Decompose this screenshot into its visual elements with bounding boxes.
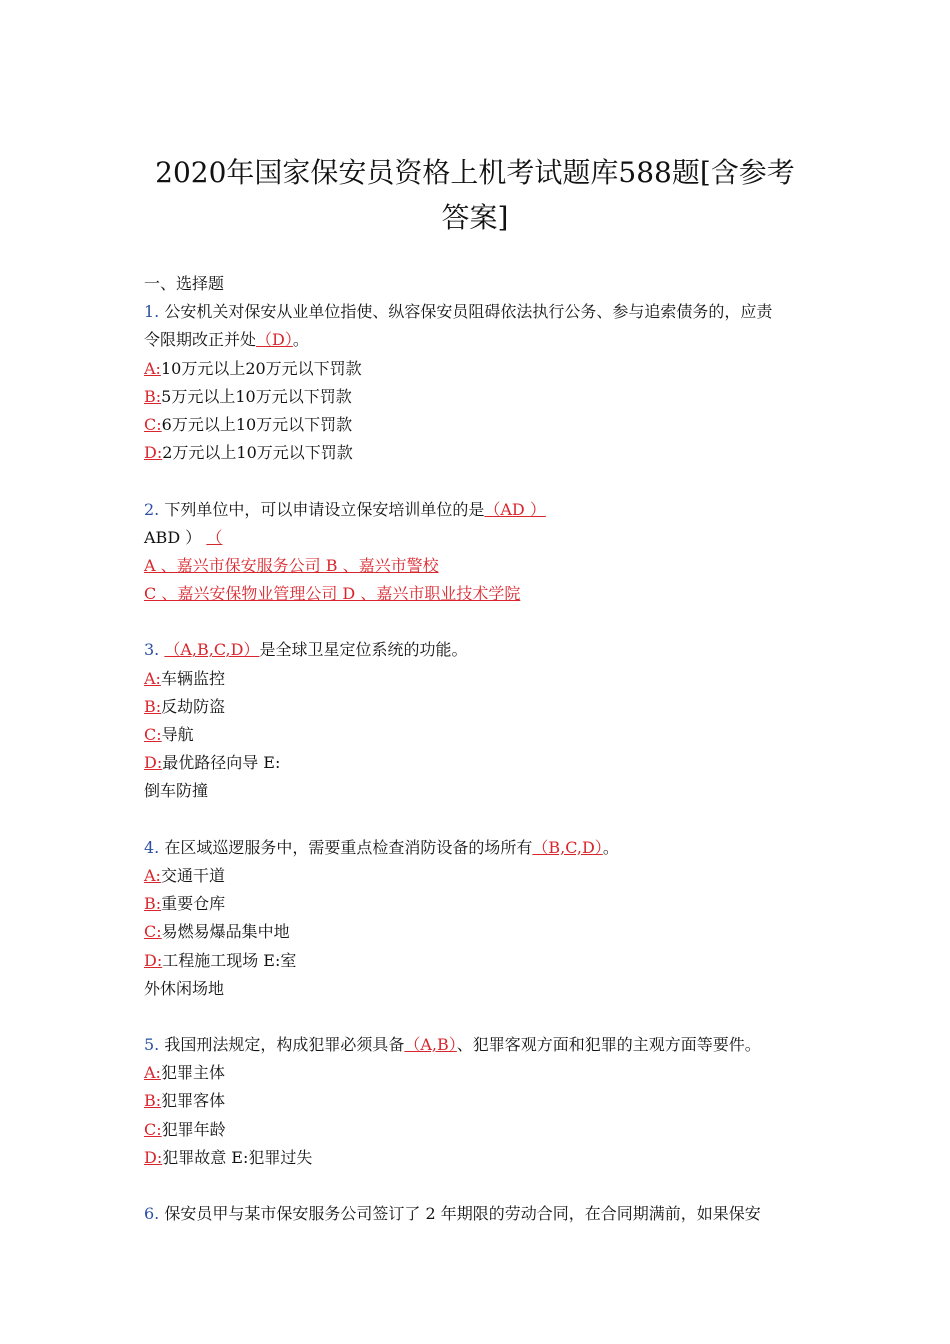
option-text: 犯罪主体 <box>160 1063 225 1083</box>
option-a <box>144 355 824 383</box>
question-text: 我国刑法规定，构成犯罪必须具备 <box>164 1035 405 1055</box>
option-text: 犯罪故意 E:犯罪过失 <box>162 1147 313 1167</box>
option-d <box>144 439 824 467</box>
option-b <box>144 693 824 721</box>
option-b <box>144 890 824 918</box>
question-3 <box>144 636 824 664</box>
option-text: 反劫防盗 <box>161 696 226 716</box>
option-text: 车辆监控 <box>160 668 225 688</box>
question-number: 5. <box>144 1035 160 1055</box>
option-letter: C: <box>144 1119 162 1139</box>
question-5 <box>144 1031 824 1059</box>
question-text: 。 <box>292 330 309 350</box>
question-1 <box>144 298 824 326</box>
question-4 <box>144 834 824 862</box>
title-line-2: 答案] <box>441 201 509 234</box>
option-b <box>144 383 824 411</box>
option-c <box>144 721 824 749</box>
question-1-cont <box>144 326 824 354</box>
question-text: 是全球卫星定位系统的功能。 <box>259 640 468 660</box>
option-text: 工程施工现场 E:室 <box>162 950 297 970</box>
question-number: 4. <box>144 837 160 857</box>
option-link[interactable]: A 、嘉兴市保安服务公司 B 、嘉兴市警校 <box>144 555 439 575</box>
question-number: 3. <box>144 640 160 660</box>
question-2-options-2[interactable] <box>144 580 824 608</box>
option-letter: D: <box>144 950 163 970</box>
option-a <box>144 665 824 693</box>
question-2-line2 <box>144 524 824 552</box>
question-number: 6. <box>144 1204 160 1224</box>
question-2-options-1[interactable] <box>144 552 824 580</box>
option-letter: D: <box>144 443 163 463</box>
option-letter: B: <box>144 386 162 406</box>
option-text: 交通干道 <box>160 865 225 885</box>
answer-key: （A,B） <box>404 1035 457 1055</box>
question-text: 。 <box>602 837 619 857</box>
option-letter: C: <box>144 725 162 744</box>
answer-key: （B,C,D） <box>532 837 603 857</box>
option-text: 犯罪年龄 <box>161 1119 226 1139</box>
question-list <box>144 270 824 1228</box>
question-text: ABD ） <box>144 527 202 547</box>
option-d <box>144 947 824 975</box>
answer-key: （D） <box>256 330 293 350</box>
option-c <box>144 411 824 439</box>
option-a <box>144 1059 824 1087</box>
option-text: 导航 <box>161 725 194 744</box>
option-letter: B: <box>144 894 162 914</box>
option-text: 重要仓库 <box>161 894 226 914</box>
question-text: 下列单位中，可以申请设立保安培训单位的是 <box>164 499 485 519</box>
question-number: 2. <box>144 499 160 519</box>
answer-key: （AD ） <box>484 499 546 519</box>
question-text: 保安员甲与某市保安服务公司签订了 2 年期限的劳动合同，在合同期满前，如果保安 <box>164 1204 761 1224</box>
option-text: 6万元以上10万元以下罚款 <box>161 414 353 434</box>
question-6 <box>144 1200 824 1228</box>
question-text: 、犯罪客观方面和犯罪的主观方面等要件。 <box>456 1035 761 1055</box>
option-c <box>144 918 824 946</box>
option-letter: B: <box>144 1091 162 1111</box>
option-text: 易燃易爆品集中地 <box>161 922 290 942</box>
question-2 <box>144 496 824 524</box>
document-title <box>100 150 850 240</box>
question-number: 1. <box>144 302 160 322</box>
option-a <box>144 862 824 890</box>
option-letter: D: <box>144 1147 163 1167</box>
option-e-text: 倒车防撞 <box>144 781 209 801</box>
option-b <box>144 1087 824 1115</box>
option-letter: B: <box>144 696 162 716</box>
option-letter: A: <box>144 865 161 885</box>
option-letter: D: <box>144 753 163 773</box>
option-link[interactable]: C 、嘉兴安保物业管理公司 D 、嘉兴市职业技术学院 <box>144 584 521 604</box>
option-d <box>144 1144 824 1172</box>
question-text: 令限期改正并处 <box>144 330 257 350</box>
option-text: 犯罪客体 <box>161 1091 226 1111</box>
option-text: 5万元以上10万元以下罚款 <box>161 386 352 406</box>
question-text: 在区域巡逻服务中，需要重点检查消防设备的场所有 <box>164 837 533 857</box>
question-text: 公安机关对保安从业单位指使、纵容保安员阻碍依法执行公务、参与追索债务的，应责 <box>164 302 773 322</box>
section-heading: 一、选择题 <box>144 274 225 293</box>
option-text: 最优路径向导 E: <box>162 753 281 773</box>
option-e-text: 外休闲场地 <box>144 978 225 998</box>
option-letter: A: <box>144 358 161 378</box>
answer-key: （A,B,C,D） <box>164 640 260 660</box>
option-c <box>144 1116 824 1144</box>
option-text: 2万元以上10万元以下罚款 <box>162 443 353 463</box>
option-letter: C: <box>144 414 162 434</box>
answer-key: （ <box>206 527 223 547</box>
option-letter: A: <box>144 1063 161 1083</box>
option-letter: A: <box>144 668 161 688</box>
option-d <box>144 749 824 777</box>
option-text: 10万元以上20万元以下罚款 <box>160 358 362 378</box>
title-line-1: 2020年国家保安员资格上机考试题库588题[含参考 <box>155 156 795 189</box>
option-letter: C: <box>144 922 162 942</box>
